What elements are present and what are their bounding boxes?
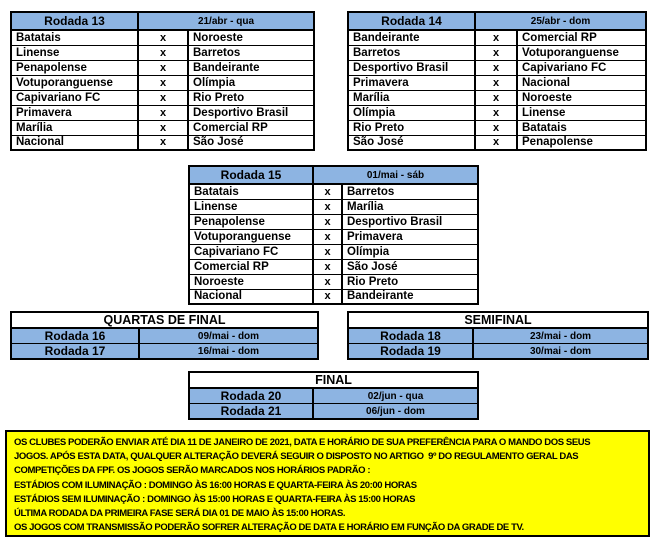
vs-mark: x bbox=[475, 60, 517, 75]
home-team: Comercial RP bbox=[189, 259, 313, 274]
vs-mark: x bbox=[313, 214, 342, 229]
round-title: Rodada 15 bbox=[189, 166, 313, 184]
away-team: Noroeste bbox=[188, 30, 314, 45]
match-row bbox=[11, 105, 314, 120]
regulation-notes-box bbox=[5, 430, 650, 537]
home-team: Bandeirante bbox=[348, 30, 475, 45]
away-team: Desportivo Brasil bbox=[342, 214, 478, 229]
stage-date: 06/jun - dom bbox=[313, 404, 478, 420]
vs-mark: x bbox=[475, 75, 517, 90]
stage-date: 09/mai - dom bbox=[139, 328, 318, 344]
away-team: Barretos bbox=[342, 184, 478, 199]
stage-row bbox=[348, 328, 648, 344]
vs-mark: x bbox=[313, 184, 342, 199]
match-row bbox=[11, 75, 314, 90]
stage-title: QUARTAS DE FINAL bbox=[11, 312, 318, 328]
match-row bbox=[11, 45, 314, 60]
note-line: OS CLUBES PODERÃO ENVIAR ATÉ DIA 11 DE JANEIRO DE 2021, DATA E HORÁRIO DE SUA PREFERÊNCIA PARA O MANDO DOS SEUS bbox=[14, 437, 591, 448]
match-row bbox=[189, 289, 478, 304]
round-date: 01/mai - sáb bbox=[313, 166, 478, 184]
round-15-table bbox=[188, 165, 479, 305]
note-line: JOGOS. APÓS ESTA DATA, QUALQUER ALTERAÇÃO DEVERÁ SEGUIR O DISPOSTO NO ARTIGO 9º DO REGULAMENTO GERAL DAS bbox=[14, 451, 579, 463]
stage-date: 16/mai - dom bbox=[139, 344, 318, 360]
home-team: Votuporanguense bbox=[189, 229, 313, 244]
home-team: Linense bbox=[11, 45, 138, 60]
vs-mark: x bbox=[138, 120, 188, 135]
match-row bbox=[348, 30, 646, 45]
away-team: Barretos bbox=[188, 45, 314, 60]
vs-mark: x bbox=[138, 105, 188, 120]
stage-header-row bbox=[189, 372, 478, 388]
vs-mark: x bbox=[313, 229, 342, 244]
home-team: Desportivo Brasil bbox=[348, 60, 475, 75]
stage-round: Rodada 18 bbox=[348, 328, 473, 344]
home-team: Linense bbox=[189, 199, 313, 214]
vs-mark: x bbox=[138, 90, 188, 105]
vs-mark: x bbox=[138, 135, 188, 150]
stage-round: Rodada 19 bbox=[348, 344, 473, 360]
away-team: Capivariano FC bbox=[517, 60, 646, 75]
match-row bbox=[348, 105, 646, 120]
vs-mark: x bbox=[138, 45, 188, 60]
note-line: ÚLTIMA RODADA DA PRIMEIRA FASE SERÁ DIA 01 DE MAIO ÀS 15:00 HORAS. bbox=[14, 508, 346, 520]
match-row bbox=[348, 75, 646, 90]
stage-round: Rodada 16 bbox=[11, 328, 139, 344]
away-team: Comercial RP bbox=[188, 120, 314, 135]
away-team: Batatais bbox=[517, 120, 646, 135]
stage-header-row bbox=[11, 312, 318, 328]
home-team: Rio Preto bbox=[348, 120, 475, 135]
home-team: Primavera bbox=[348, 75, 475, 90]
note-line: ESTÁDIOS SEM ILUMINAÇÃO : DOMINGO ÀS 15:00 HORAS E QUARTA-FEIRA ÀS 15:00 HORAS bbox=[14, 493, 416, 505]
away-team: Penapolense bbox=[517, 135, 646, 150]
match-row bbox=[11, 60, 314, 75]
match-row bbox=[11, 90, 314, 105]
away-team: Votuporanguense bbox=[517, 45, 646, 60]
stage-title: FINAL bbox=[189, 372, 478, 388]
home-team: Noroeste bbox=[189, 274, 313, 289]
away-team: Olímpia bbox=[188, 75, 314, 90]
note-line: ESTÁDIOS COM ILUMINAÇÃO : DOMINGO ÀS 16:00 HORAS E QUARTA-FEIRA ÀS 20:00 HORAS bbox=[14, 479, 417, 491]
vs-mark: x bbox=[313, 199, 342, 214]
home-team: Capivariano FC bbox=[189, 244, 313, 259]
away-team: Bandeirante bbox=[188, 60, 314, 75]
match-row bbox=[11, 135, 314, 150]
final-table bbox=[188, 371, 479, 420]
vs-mark: x bbox=[313, 289, 342, 304]
match-row bbox=[189, 184, 478, 199]
stage-title: SEMIFINAL bbox=[348, 312, 648, 328]
match-row bbox=[11, 120, 314, 135]
vs-mark: x bbox=[138, 30, 188, 45]
match-row bbox=[348, 90, 646, 105]
away-team: Primavera bbox=[342, 229, 478, 244]
home-team: Nacional bbox=[11, 135, 138, 150]
vs-mark: x bbox=[138, 60, 188, 75]
round-13-table bbox=[10, 11, 315, 151]
round-header-row bbox=[11, 12, 314, 30]
vs-mark: x bbox=[475, 30, 517, 45]
match-row bbox=[189, 274, 478, 289]
home-team: Batatais bbox=[11, 30, 138, 45]
home-team: Nacional bbox=[189, 289, 313, 304]
vs-mark: x bbox=[138, 75, 188, 90]
away-team: Marília bbox=[342, 199, 478, 214]
vs-mark: x bbox=[475, 45, 517, 60]
away-team: Linense bbox=[517, 105, 646, 120]
match-row bbox=[189, 214, 478, 229]
stage-row bbox=[189, 404, 478, 420]
away-team: Nacional bbox=[517, 75, 646, 90]
match-row bbox=[189, 244, 478, 259]
stage-round: Rodada 20 bbox=[189, 388, 313, 404]
match-row bbox=[189, 199, 478, 214]
home-team: Penapolense bbox=[11, 60, 138, 75]
stage-round: Rodada 21 bbox=[189, 404, 313, 420]
stage-row bbox=[11, 344, 318, 360]
home-team: Marília bbox=[11, 120, 138, 135]
home-team: Primavera bbox=[11, 105, 138, 120]
vs-mark: x bbox=[475, 90, 517, 105]
home-team: Olímpia bbox=[348, 105, 475, 120]
stage-date: 02/jun - qua bbox=[313, 388, 478, 404]
round-header-row bbox=[189, 166, 478, 184]
round-title: Rodada 13 bbox=[11, 12, 138, 30]
stage-header-row bbox=[348, 312, 648, 328]
match-row bbox=[348, 45, 646, 60]
away-team: Rio Preto bbox=[342, 274, 478, 289]
semifinal-table bbox=[347, 311, 649, 360]
round-14-table bbox=[347, 11, 647, 151]
stage-row bbox=[189, 388, 478, 404]
note-line: OS JOGOS COM TRANSMISSÃO PODERÃO SOFRER ALTERAÇÃO DE DATA E HORÁRIO EM FUNÇÃO DA GRADE DE TV. bbox=[14, 522, 524, 534]
home-team: Penapolense bbox=[189, 214, 313, 229]
vs-mark: x bbox=[313, 259, 342, 274]
away-team: São José bbox=[342, 259, 478, 274]
match-row bbox=[189, 259, 478, 274]
stage-row bbox=[348, 344, 648, 360]
round-title: Rodada 14 bbox=[348, 12, 475, 30]
away-team: Rio Preto bbox=[188, 90, 314, 105]
away-team: Noroeste bbox=[517, 90, 646, 105]
vs-mark: x bbox=[475, 120, 517, 135]
home-team: Votuporanguense bbox=[11, 75, 138, 90]
away-team: São José bbox=[188, 135, 314, 150]
away-team: Bandeirante bbox=[342, 289, 478, 304]
away-team: Comercial RP bbox=[517, 30, 646, 45]
home-team: São José bbox=[348, 135, 475, 150]
home-team: Barretos bbox=[348, 45, 475, 60]
stage-row bbox=[11, 328, 318, 344]
vs-mark: x bbox=[313, 274, 342, 289]
quarterfinal-table bbox=[10, 311, 319, 360]
home-team: Batatais bbox=[189, 184, 313, 199]
note-line: COMPETIÇÕES DA FPF. OS JOGOS SERÃO MARCADOS NOS HORÁRIOS PADRÃO : bbox=[14, 465, 371, 477]
home-team: Marília bbox=[348, 90, 475, 105]
match-row bbox=[189, 229, 478, 244]
vs-mark: x bbox=[313, 244, 342, 259]
match-row bbox=[348, 135, 646, 150]
vs-mark: x bbox=[475, 135, 517, 150]
round-date: 21/abr - qua bbox=[138, 12, 314, 30]
vs-mark: x bbox=[475, 105, 517, 120]
match-row bbox=[348, 60, 646, 75]
stage-round: Rodada 17 bbox=[11, 344, 139, 360]
stage-date: 30/mai - dom bbox=[473, 344, 648, 360]
match-row bbox=[348, 120, 646, 135]
stage-date: 23/mai - dom bbox=[473, 328, 648, 344]
home-team: Capivariano FC bbox=[11, 90, 138, 105]
round-date: 25/abr - dom bbox=[475, 12, 646, 30]
match-row bbox=[11, 30, 314, 45]
away-team: Desportivo Brasil bbox=[188, 105, 314, 120]
away-team: Olímpia bbox=[342, 244, 478, 259]
round-header-row bbox=[348, 12, 646, 30]
